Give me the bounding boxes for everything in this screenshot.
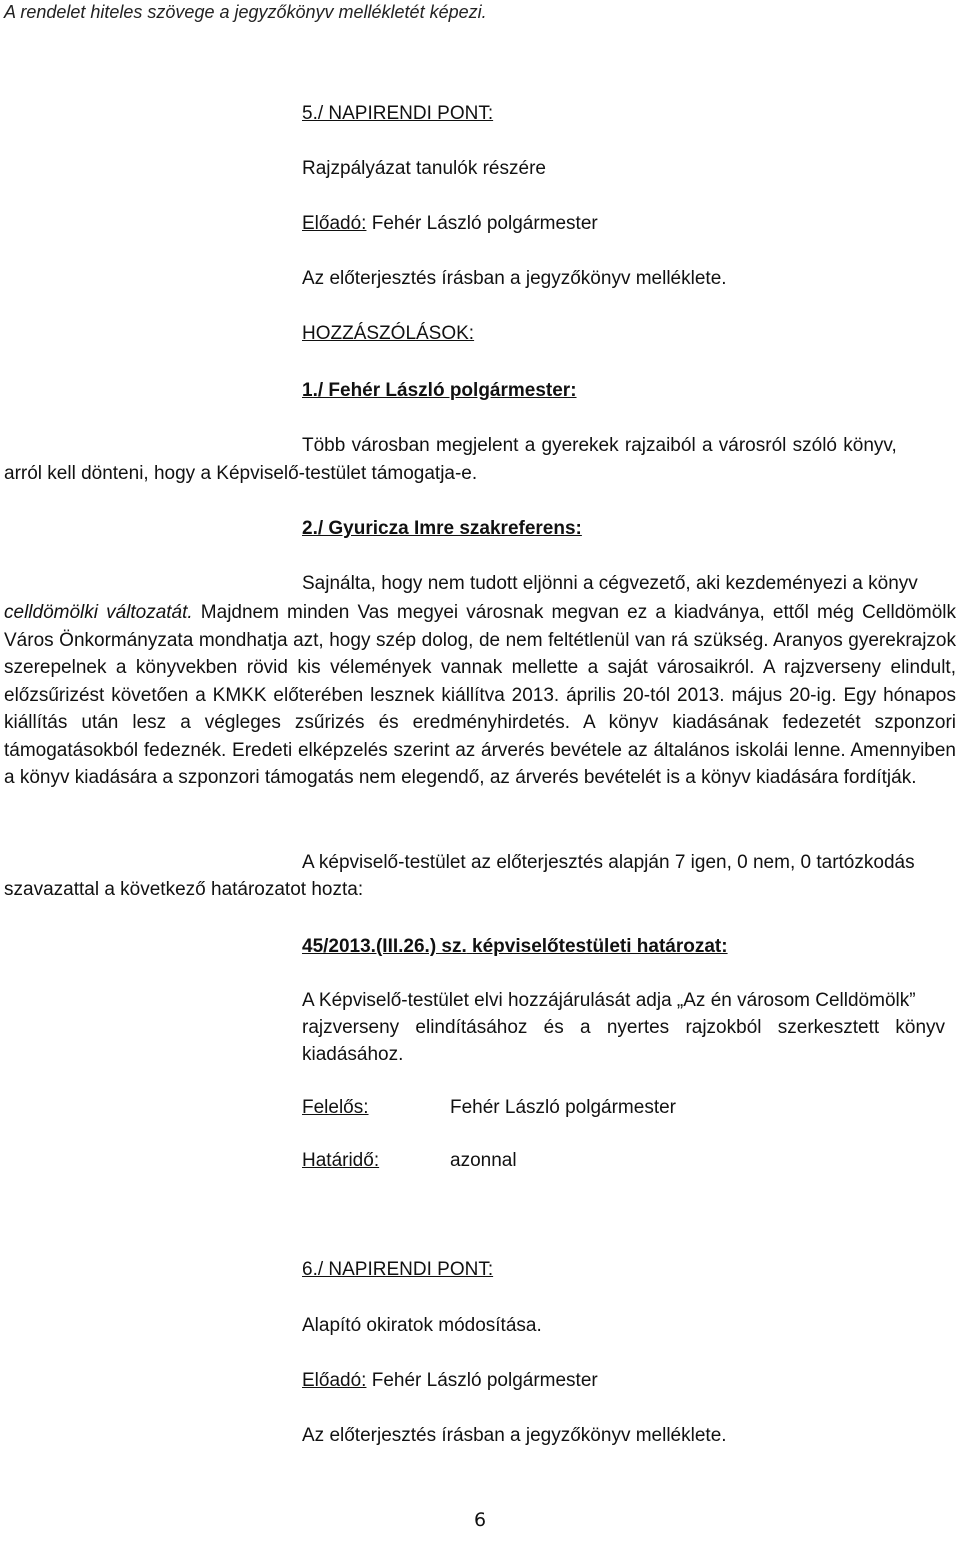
comment-text: arról kell dönteni, hogy a Képviselő-testület támogatja-e. — [4, 463, 478, 484]
comments-heading: HOZZÁSZÓLÁSOK: — [302, 323, 475, 344]
header-note: A rendelet hiteles szövege a jegyzőkönyv mellékletét képezi. — [4, 2, 487, 22]
presenter-name: Fehér László polgármester — [371, 1370, 598, 1391]
presenter-name: Fehér László polgármester — [371, 213, 598, 234]
responsible-label: Felelős: — [302, 1097, 369, 1118]
comment-text: Majdnem minden Vas megyei városnak megvan ez a kiadványa, ettől még Celldömölk Város Önkormányzata mondhatja azt, hogy szép dolog, de nem feltétlenül van rá szükség. Aranyos gyerekrajzok szerepelnek a könyvekben rövid kis vélemények vannak mellette a saját városaikról. A rajzverseny elindult, előzsűrizést követően a KMKK előterében lesznek kiállítva 2013. április 20-tól 2013. május 20-ig. Egy hónapos kiállítás után lesz a végleges zsűrizés és eredményhirdetés. A könyv kiadásának fedezetét szponzori támogatásokból fedeznék. Eredeti elképzelés szerint az árverés bevétele az általános iskolái lenne. Amennyiben a könyv kiadására a szponzori támogatás nem elegendő, az árverés bevételét is a könyv kiadására fordítják. — [4, 602, 956, 788]
presenter-line — [302, 213, 598, 235]
vote-text: szavazattal a következő határozatot hozta: — [4, 879, 364, 900]
page-number: 6 — [474, 1509, 487, 1531]
agenda-item-title: Alapító okiratok módosítása. — [302, 1315, 542, 1336]
agenda-item-title: Rajzpályázat tanulók részére — [302, 158, 546, 179]
comment-text: Több városban megjelent a gyerekek rajzaiból a városról szóló könyv, — [302, 435, 897, 456]
resolution-title: képviselőtestületi határozat: — [472, 936, 728, 957]
resolution-text: rajzverseny elindításához és a nyertes rajzokból szerkesztett könyv — [302, 1017, 946, 1038]
comment-speaker: 2./ Gyuricza Imre szakreferens: — [302, 518, 582, 539]
deadline-value: azonnal — [450, 1150, 517, 1171]
resolution-text: A Képviselő-testület elvi hozzájárulását adja „Az én városom Celldömölk” — [302, 990, 916, 1011]
attachment-note: Az előterjesztés írásban a jegyzőkönyv melléklete. — [302, 268, 727, 289]
comment-speaker: 1./ Fehér László polgármester: — [302, 380, 577, 401]
resolution-text: kiadásához. — [302, 1044, 404, 1065]
presenter-line — [302, 1370, 598, 1392]
agenda-item-heading: 5./ NAPIRENDI PONT: — [302, 103, 494, 124]
deadline-label: Határidő: — [302, 1150, 380, 1171]
comment-text: Sajnálta, hogy nem tudott eljönni a cégvezető, aki kezdeményezi a könyv — [302, 573, 918, 594]
comment-text-italic: celldömölki változatát. — [4, 602, 193, 623]
presenter-label: Előadó: — [302, 1370, 367, 1391]
comment-paragraph — [4, 599, 956, 792]
resolution-number: 45/2013.(III.26.) sz. — [302, 936, 467, 957]
responsible-value: Fehér László polgármester — [450, 1097, 676, 1118]
agenda-item-heading: 6./ NAPIRENDI PONT: — [302, 1259, 494, 1280]
resolution-heading — [302, 936, 728, 958]
presenter-label: Előadó: — [302, 213, 367, 234]
attachment-note: Az előterjesztés írásban a jegyzőkönyv melléklete. — [302, 1425, 727, 1446]
vote-text: A képviselő-testület az előterjesztés alapján 7 igen, 0 nem, 0 tartózkodás — [302, 852, 915, 873]
